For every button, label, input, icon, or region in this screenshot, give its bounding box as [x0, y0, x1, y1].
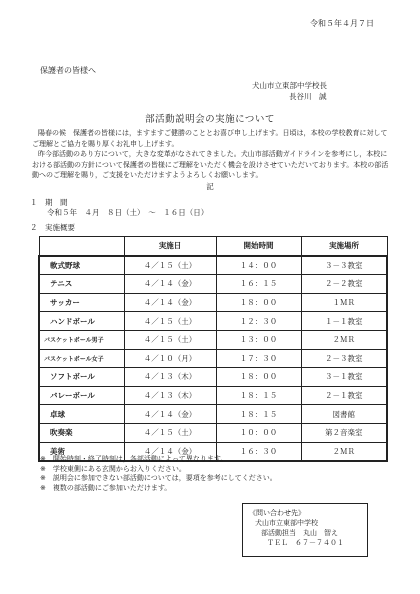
table-row: [39, 256, 387, 275]
table-row: [39, 368, 387, 387]
header-time: 開始時間: [216, 237, 301, 256]
session-date: ４／１４（金）: [124, 293, 216, 312]
contact-person: 部活動担当 丸山 智え: [261, 529, 338, 537]
header-place: 実施場所: [301, 237, 387, 256]
table-row: [39, 275, 387, 294]
table-header-row: [39, 237, 387, 256]
venue: １－１教室: [301, 312, 387, 331]
club-name: バレーボール: [39, 386, 124, 405]
table-row: [39, 312, 387, 331]
contact-tel: ＴＥＬ ６７－７４０１: [267, 539, 344, 547]
session-date: ４／１３（木）: [124, 386, 216, 405]
club-name: バスケットボール女子: [39, 349, 124, 368]
section-period-value: 令和５年 ４月 ８日（土） ～ １６日（日）: [47, 208, 209, 217]
table-row: [39, 293, 387, 312]
start-time: １８：１５: [216, 386, 301, 405]
session-date: ４／１５（土）: [124, 330, 216, 349]
contact-heading: 《問い合わせ先》: [249, 509, 305, 517]
header-club: [39, 237, 124, 256]
document-title: 部活動説明会の実施について: [145, 114, 275, 125]
venue: ２－１教室: [301, 386, 387, 405]
club-name: サッカー: [39, 293, 124, 312]
note-item: ※ 開始時刻・終了時刻は，各部活動によって異なります。: [40, 455, 228, 463]
note-item: ※ 複数の部活動にご参加いただけます。: [40, 483, 172, 492]
venue: ３－３教室: [301, 256, 387, 275]
start-time: １０：００: [216, 423, 301, 442]
start-time: １７：３０: [216, 349, 301, 368]
session-date: ４／１０（月）: [124, 349, 216, 368]
session-date: ４／１３（木）: [124, 368, 216, 387]
addressee: 保護者の皆様へ: [40, 66, 96, 75]
venue: ２ＭＲ: [301, 442, 387, 461]
club-name: ソフトボール: [39, 368, 124, 387]
ki-marker: 記: [206, 182, 214, 191]
club-name: 卓球: [39, 405, 124, 424]
schedule-table: [38, 236, 388, 462]
start-time: １４：００: [216, 256, 301, 275]
session-date: ４／１４（金）: [124, 275, 216, 294]
venue: ３－１教室: [301, 368, 387, 387]
venue: 第２音楽室: [301, 423, 387, 442]
session-date: ４／１４（金）: [124, 442, 216, 461]
club-name: 美術: [39, 442, 124, 461]
start-time: １２：３０: [216, 312, 301, 331]
club-name: 軟式野球: [39, 256, 124, 275]
venue: ２－３教室: [301, 349, 387, 368]
table-row: [39, 349, 387, 368]
table-row: [39, 405, 387, 424]
start-time: １３：００: [216, 330, 301, 349]
note-item: ※ 説明会に参加できない部活動については，要項を参考にしてください。: [40, 474, 277, 483]
body-text: [32, 128, 390, 181]
club-name: バスケットボール男子: [39, 330, 124, 349]
start-time: １８：１５: [216, 405, 301, 424]
start-time: １６：３０: [216, 442, 301, 461]
table-row: [39, 330, 387, 349]
session-date: ４／１４（金）: [124, 405, 216, 424]
section-period-label: １ 期 間: [30, 198, 68, 207]
session-date: ４／１５（土）: [124, 312, 216, 331]
club-name: テニス: [39, 275, 124, 294]
sender-organization: 犬山市立東部中学校長: [252, 81, 327, 90]
table-body: [39, 256, 387, 462]
session-date: ４／１５（土）: [124, 256, 216, 275]
start-time: １６：１５: [216, 275, 301, 294]
club-name: 吹奏楽: [39, 423, 124, 442]
sender-name: 長谷川 誠: [289, 92, 327, 101]
notes-list: [40, 455, 277, 493]
table-row: [39, 423, 387, 442]
venue: 図書館: [301, 405, 387, 424]
body-paragraph: 昨今部活動のあり方について，大きな変革がなされてきました。犬山市部活動ガイドラインを参考にし，本校における部活動の方針について保護者の皆様にご理解をいただく機会を設けさせていただいております。本校の部活動へのご理解を賜り，ご支援をいただけますようよろしくお願いします。: [32, 150, 389, 180]
letter-date: 令和５年４月７日: [310, 19, 374, 28]
venue: １ＭＲ: [301, 293, 387, 312]
venue: ２－２教室: [301, 275, 387, 294]
note-item: ※ 学校東側にある玄関からお入りください。: [40, 464, 186, 473]
section-overview-label: ２ 実施概要: [30, 223, 75, 232]
club-name: ハンドボール: [39, 312, 124, 331]
start-time: １８：００: [216, 293, 301, 312]
venue: ２ＭＲ: [301, 330, 387, 349]
start-time: １８：００: [216, 368, 301, 387]
contact-box: [242, 503, 368, 557]
body-paragraph: 陽春の候 保護者の皆様には，ますますご健勝のこととお喜び申し上げます。日頃は，本校の学校教育に対してご理解とご協力を賜り厚くお礼申し上げます。: [32, 129, 388, 148]
contact-school: 犬山市立東部中学校: [255, 519, 318, 527]
session-date: ４／１５（土）: [124, 423, 216, 442]
table-row: [39, 386, 387, 405]
header-date: 実施日: [124, 237, 216, 256]
